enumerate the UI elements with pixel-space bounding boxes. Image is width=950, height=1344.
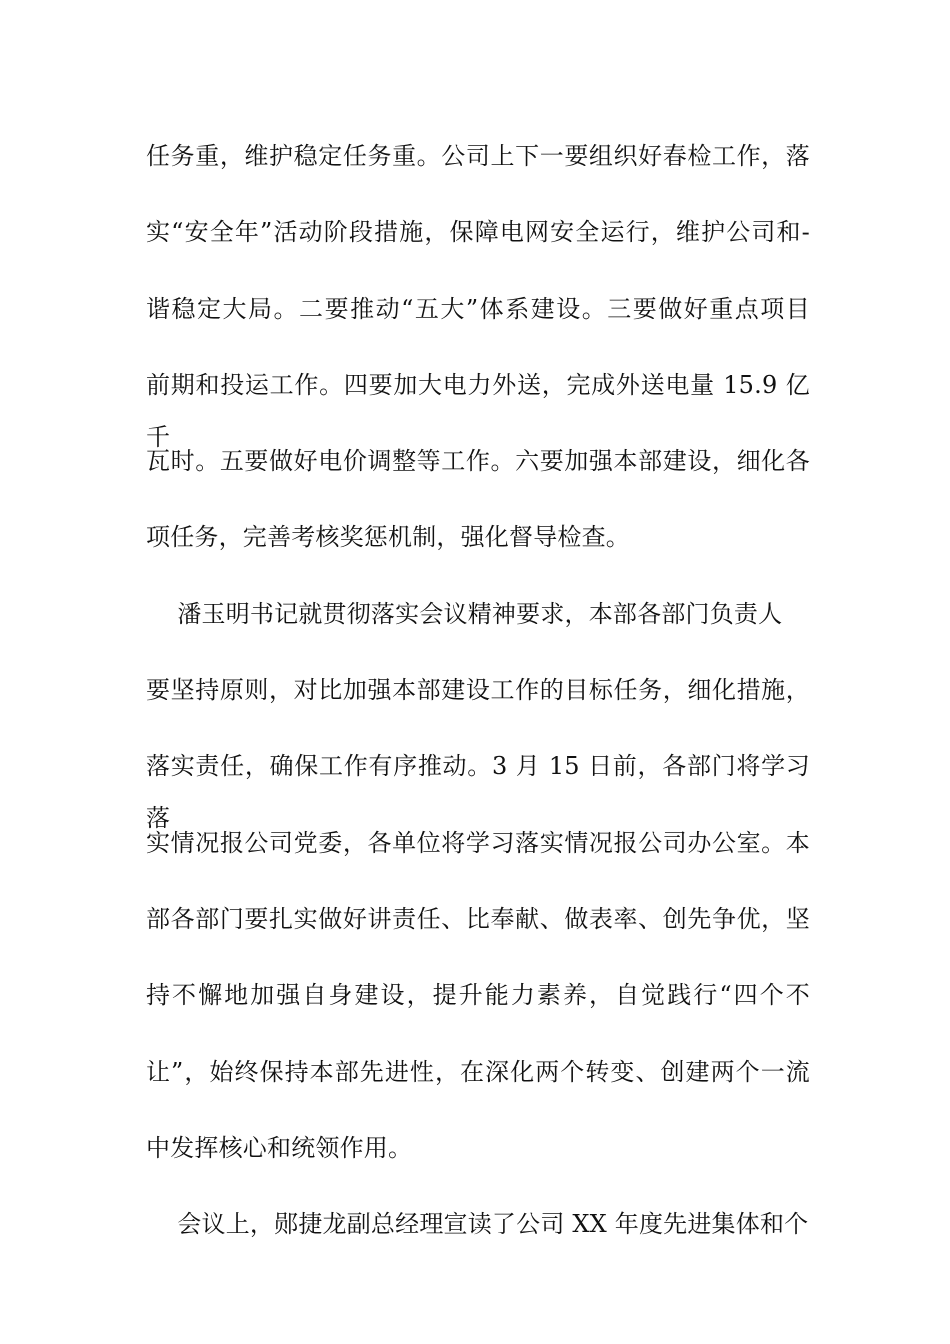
text-line: 谐稳定大局。二要推动“五大”体系建设。三要做好重点项目 — [146, 294, 810, 323]
text-line: 实“安全年”活动阶段措施，保障电网安全运行，维护公司和- — [146, 218, 810, 247]
text-line: 前期和投运工作。四要加大电力外送，完成外送电量 15.9 亿千 — [146, 370, 810, 451]
text-line: 持不懈地加强自身建设，提升能力素养，自觉践行“四个不 — [146, 981, 810, 1010]
text-line: 部各部门要扎实做好讲责任、比奉献、做表率、创先争优，坚 — [146, 904, 810, 933]
text-line: 让”，始终保持本部先进性，在深化两个转变、创建两个一流 — [146, 1057, 810, 1086]
body-text — [146, 130, 810, 1274]
text-line: 实情况报公司党委，各单位将学习落实情况报公司办公室。本 — [146, 828, 810, 857]
paragraph-start-line: 潘玉明书记就贯彻落实会议精神要求，本部各部门负责人 — [146, 599, 783, 628]
text-line: 中发挥核心和统领作用。 — [146, 1133, 413, 1162]
text-line: 项任务，完善考核奖惩机制，强化督导检查。 — [146, 523, 630, 552]
paragraph-start-line: 会议上，郧捷龙副总经理宣读了公司 XX 年度先进集体和个 — [146, 1210, 809, 1239]
text-line: 要坚持原则，对比加强本部建设工作的目标任务，细化措施， — [146, 676, 810, 705]
text-line: 任务重，维护稳定任务重。公司上下一要组织好春检工作，落 — [146, 142, 810, 170]
text-line: 瓦时。五要做好电价调整等工作。六要加强本部建设，细化各 — [146, 447, 810, 476]
text-line: 落实责任，确保工作有序推动。3 月 15 日前，各部门将学习落 — [146, 752, 810, 833]
